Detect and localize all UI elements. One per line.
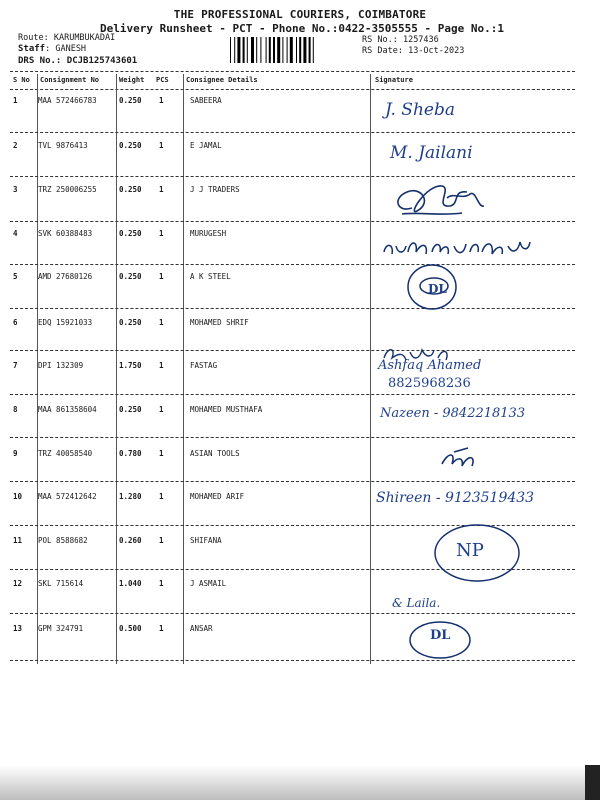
- company-title: THE PROFESSIONAL COURIERS, COIMBATORE: [173, 8, 427, 21]
- row-sno: 11: [13, 536, 23, 545]
- column-divider: [116, 74, 117, 664]
- signature-3-scribble: [372, 178, 572, 220]
- route-label: Route: [18, 33, 44, 43]
- signature-2: M. Jailani: [390, 143, 473, 163]
- row-consignee: J ASMAIL: [190, 579, 227, 588]
- row-consignment-no: DPI 132309: [38, 361, 84, 370]
- row-weight: 1.280: [119, 492, 142, 501]
- row-weight: 0.250: [119, 96, 142, 105]
- row-consignee: ANSAR: [190, 624, 213, 633]
- row-consignee: SABEERA: [190, 96, 222, 105]
- row-consignment-no: GPM 324791: [38, 624, 84, 633]
- column-header-signature: Signature: [375, 76, 413, 84]
- row-consignment-no: TRZ 250006255: [38, 185, 97, 194]
- column-header-weight: Weight: [119, 76, 145, 84]
- row-pcs: 1: [159, 96, 164, 105]
- rs-date-line: [362, 46, 464, 56]
- row-consignment-no: TRZ 40058540: [38, 449, 93, 458]
- row-sno: 9: [13, 449, 18, 458]
- signature-13-stamp: [372, 614, 572, 664]
- row-pcs: 1: [159, 272, 164, 281]
- row-consignment-no: TVL 9876413: [38, 141, 88, 150]
- staff-value: GANESH: [55, 44, 87, 54]
- row-weight: 1.040: [119, 579, 142, 588]
- row-consignee: MOHAMED SHRIF: [190, 318, 249, 327]
- row-consignment-no: MAA 572466783: [38, 96, 97, 105]
- signature-12: & Laila.: [392, 596, 441, 610]
- row-consignee: J J TRADERS: [190, 185, 240, 194]
- row-consignment-no: SKL 715614: [38, 579, 84, 588]
- row-consignee: FASTAG: [190, 361, 218, 370]
- signature-5-stamp: [372, 262, 572, 312]
- row-sno: 10: [13, 492, 23, 501]
- rs-no-value: 1257436: [402, 35, 439, 45]
- row-consignee: SHIFANA: [190, 536, 222, 545]
- rs-date-value: 13-Oct-2023: [408, 46, 465, 56]
- row-weight: 0.260: [119, 536, 142, 545]
- row-weight: 0.250: [119, 229, 142, 238]
- row-sno: 7: [13, 361, 18, 370]
- signature-11-label: NP: [456, 540, 484, 561]
- row-divider: [10, 481, 575, 482]
- drs-value: DCJB125743601: [66, 56, 138, 66]
- row-consignee: A K STEEL: [190, 272, 231, 281]
- signature-13-label: DL: [430, 628, 451, 643]
- column-header-sno: S No: [13, 76, 30, 84]
- row-weight: 0.250: [119, 272, 142, 281]
- column-header-consignment: Consignment No: [40, 76, 100, 84]
- drs-line: [18, 56, 137, 66]
- barcode-image: [230, 37, 354, 63]
- row-pcs: 1: [159, 536, 164, 545]
- row-consignee: MOHAMED ARIF: [190, 492, 245, 501]
- row-consignment-no: AMD 27680126: [38, 272, 93, 281]
- route-value: KARUMBUKADAI: [53, 33, 116, 43]
- signature-9-scribble: [372, 438, 572, 480]
- row-weight: 0.250: [119, 405, 142, 414]
- row-divider: [10, 132, 575, 133]
- staff-label: Staff: [18, 44, 46, 54]
- row-pcs: 1: [159, 229, 164, 238]
- row-weight: 0.250: [119, 318, 142, 327]
- row-pcs: 1: [159, 405, 164, 414]
- row-consignment-no: EDQ 15921033: [38, 318, 93, 327]
- row-weight: 0.780: [119, 449, 142, 458]
- row-divider: [10, 176, 575, 177]
- column-header-pcs: PCS: [156, 76, 169, 84]
- column-divider: [370, 74, 371, 664]
- row-consignment-no: MAA 572412642: [38, 492, 97, 501]
- signature-10: Shireen - 9123519433: [376, 490, 535, 506]
- row-pcs: 1: [159, 318, 164, 327]
- drs-label: DRS No.:: [18, 56, 62, 66]
- row-sno: 12: [13, 579, 23, 588]
- signature-7-phone: 8825968236: [388, 376, 471, 391]
- signature-5-label: DL: [428, 282, 447, 296]
- route-line: Route: KARUMBUKADAI: [18, 33, 116, 43]
- signature-8: Nazeen - 9842218133: [380, 406, 526, 421]
- row-pcs: 1: [159, 492, 164, 501]
- row-consignee: MOHAMED MUSTHAFA: [190, 405, 263, 414]
- row-divider: [10, 394, 575, 395]
- row-pcs: 1: [159, 579, 164, 588]
- row-weight: 0.500: [119, 624, 142, 633]
- table-top-rule: [10, 71, 575, 72]
- row-pcs: 1: [159, 624, 164, 633]
- row-consignment-no: POL 8588682: [38, 536, 88, 545]
- row-pcs: 1: [159, 185, 164, 194]
- signature-1: J. Sheba: [385, 100, 455, 120]
- rs-no-label: RS No.:: [362, 35, 398, 45]
- row-weight: 0.250: [119, 185, 142, 194]
- rs-no-line: [362, 35, 439, 45]
- row-pcs: 1: [159, 361, 164, 370]
- row-sno: 3: [13, 185, 18, 194]
- row-weight: 0.250: [119, 141, 142, 150]
- row-consignee: MURUGESH: [190, 229, 227, 238]
- column-divider: [183, 74, 184, 664]
- signature-7: Ashfaq Ahamed: [378, 358, 482, 373]
- row-consignee: ASIAN TOOLS: [190, 449, 240, 458]
- rs-date-label: RS Date:: [362, 46, 403, 56]
- row-sno: 6: [13, 318, 18, 327]
- row-sno: 2: [13, 141, 18, 150]
- row-sno: 1: [13, 96, 18, 105]
- row-weight: 1.750: [119, 361, 142, 370]
- runsheet-subtitle: Delivery Runsheet - PCT - Phone No.:0422-3505555 - Page No.:1: [100, 22, 504, 35]
- row-sno: 4: [13, 229, 18, 238]
- row-consignment-no: MAA 861358604: [38, 405, 97, 414]
- row-divider: [10, 221, 575, 222]
- row-pcs: 1: [159, 449, 164, 458]
- row-sno: 8: [13, 405, 18, 414]
- scan-edge: [585, 765, 600, 800]
- row-consignee: E JAMAL: [190, 141, 222, 150]
- row-sno: 13: [13, 624, 23, 633]
- staff-line: Staff: GANESH: [18, 44, 87, 54]
- column-header-consignee: Consignee Details: [186, 76, 258, 84]
- table-header-rule: [10, 89, 575, 90]
- signature-4-scribble: [372, 224, 572, 266]
- row-pcs: 1: [159, 141, 164, 150]
- scan-footer-shadow: [0, 765, 600, 800]
- row-sno: 5: [13, 272, 18, 281]
- row-consignment-no: SVK 60388483: [38, 229, 93, 238]
